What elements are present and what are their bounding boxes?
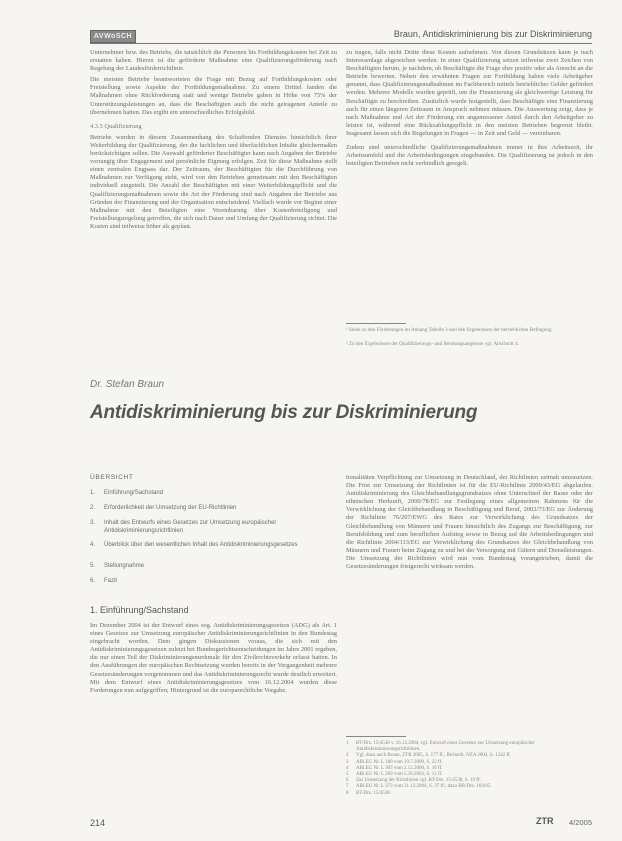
footnote-rule: [346, 736, 406, 737]
paragraph: Betriebe wurden in diesem Zusammenhang des Schaffenden Dienstes hinsichtlich ihrer Weiterbildung der Qualifizierung, der die fachlichen und überfachlichen Inhalte gleichermaßen berücksichtigen sollen. Die Auswahl geförderter Beschäftigter kann nach Angaben der Betriebe vorrangig über Engagement und persönliche Eignung erfolgen. Zeit für diese Maßnahme stellt einen zentralen Engpass dar. Der Zeitraum, der Beschäftigten für die Durchführung von Maßnahmen zur Verfügung steht, wird von den Betrieben gemeinsam mit den Beschäftigten individuell eingeteilt. Die Anzahl der Beschäftigten mit einer Weiterbildungspflicht und die Qualifizierungsmaßnahmen sowie die Art der Förderung sind nach Angaben der Betriebe aus Gründen der Finanzierung und der Organisation entscheidend. Vielfach wurde vor Beginn einer Maßnahme mit den Beteiligten eine Vereinbarung über Kostenbeteiligung und Freistellungsregelung getroffen, die sich nach Dauer und Umfang der Qualifizierung richtet. Die Kosten sind teilweise höher als geplant.: [90, 133, 337, 230]
footnote-number: 1: [346, 741, 349, 746]
top-left-column: [90, 49, 337, 234]
footnote-number: 5: [346, 772, 349, 778]
paragraph: Unternehmer bzw. des Betriebs, die tatsächlich die Personen bis Fortbildungskosten bei Zeit zu erstatten haben. Hierzu ist die geförderte Maßnahme eine Qualifizierungsförderung nach Regelung der Landesförderrichtlinie.: [90, 49, 337, 73]
footnote: ¹ Siehe zu den Förderungen im Anhang Tabelle 3 und den Ergebnissen der betrieblichen Befragung.: [346, 327, 553, 333]
paragraph: tionalitäten Verpflichtung zur Umsetzung in Deutschland, der Richtlinien zeitnah umzusetzen. Die Frist zur Umsetzung der Richtlinien ist für die EU-Richtlinie 2000/43/EG abgelaufen. Antidiskriminierung des Gleichbehandlungsgrundsatzes ohne Unterschied der Rasse oder der ethnischen Herkunft, 2000/78/EG zur Festlegung eines allgemeinen Rahmens für die Verwirklichung der Gleichbehandlung in Beschäftigung und Beruf, 2002/73/EG zur Änderung der Richtlinie 76/207/EWG des Rates zur Verwirklichung des Grundsatzes der Gleichbehandlung von Männern und Frauen hinsichtlich des Zugangs zur Beschäftigung, zur Berufsbildung und zum beruflichen Aufstieg sowie in Bezug auf die Arbeitsbedingungen und die Richtlinie 2004/113/EG zur Verwirklichung des Grundsatzes der Gleichbehandlung von Männern und Frauen beim Zugang zu und bei der Versorgung mit Gütern und Dienstleistungen. Die Umsetzung der Richtlinien wird nun vom Bundestag vorangetrieben, damit die Gesetzesänderungen fristgerecht wirksam werden.: [346, 474, 593, 571]
footnote-text: ABl.EG Nr. L 269 vom 5.10.2002, S. 15 ff.: [356, 772, 443, 778]
toc-number: 4.: [90, 542, 96, 548]
subsection-heading: 4.3.5 Qualifizierung: [90, 122, 142, 130]
toc-heading: ÜBERSICHT: [90, 474, 134, 481]
footnote-number: 6: [346, 778, 349, 784]
top-right-column: [346, 49, 593, 171]
article-title: Antidiskriminierung bis zur Diskriminierung: [90, 402, 478, 423]
header-rule: [90, 43, 592, 44]
footnote-text: ABl.EG Nr. L 180 vom 19.7.2000, S. 22 ff.: [356, 759, 443, 765]
toc-number: 3.: [90, 520, 96, 526]
toc-label: Fazit: [104, 578, 118, 584]
footnote-number: 7: [346, 784, 349, 790]
footnote-text: BT-Drs. 15/4538 v. 16.12.2004, vgl. Entwurf eines Gesetzes zur Umsetzung europäischer Antidiskriminierungsrichtlinien.: [356, 741, 535, 753]
toc-label: Überblick über den wesentlichen Inhalt des Antidiskriminierungsgesetzes: [104, 542, 298, 548]
footnote: ² Zu den Ergebnissen der Qualifizierungs- und Beratungsangebote vgl. Abschnitt 4.: [346, 341, 519, 347]
toc-number: 6.: [90, 578, 96, 584]
footnote-number: 4: [346, 765, 349, 771]
journal-logo: AVWoSCH: [90, 30, 136, 43]
footnote: [346, 741, 593, 753]
toc-number: 5.: [90, 563, 96, 569]
toc-number: 1.: [90, 490, 96, 496]
article-body-right: [346, 474, 593, 574]
toc-item: [90, 578, 330, 586]
footnote-number: 8: [346, 790, 349, 796]
footnote: [346, 791, 593, 797]
footnote-text: Vgl. dazu auch Braun, ZTR 2005, S. 177 ff.; Richardi, NZA 2004, S. 1342 ff.: [356, 753, 511, 759]
footnote-number: 2: [346, 753, 349, 759]
footnote-text: ABl.EU Nr. L 373 vom 21.12.2004, S. 37 ff.; dazu BR-Drs. 103/05.: [356, 784, 492, 790]
toc-number: 2.: [90, 505, 96, 511]
footnote-text: ABl.EG Nr. L 303 vom 2.12.2000, S. 16 ff.: [356, 765, 443, 771]
footnote-text: Zur Umsetzung der Richtlinien vgl. BT-Drs. 15/4538, S. 19 ff.: [356, 778, 481, 784]
issue-number: 4/2005: [569, 818, 592, 827]
footnote-text: BT-Drs. 15/4538.: [356, 790, 391, 796]
footnote-rule: [346, 323, 406, 324]
toc-item: [90, 505, 330, 513]
toc-label: Erforderlichkeit der Umsetzung der EU-Richtlinien: [104, 505, 237, 511]
toc-label: Einführung/Sachstand: [104, 490, 164, 496]
toc-item: [90, 490, 330, 498]
running-head: Braun, Antidiskriminierung bis zur Diskriminierung: [393, 29, 592, 39]
journal-mark: ZTR: [536, 816, 554, 826]
article-body-left: [90, 622, 337, 698]
paragraph: Im Dezember 2004 ist der Entwurf eines sog. Antidiskriminierungsgesetzes (ADG) als Art. 1 eines Gesetzes zur Umsetzung europäischer Antidiskriminierungsrichtlinien in den Bundestag eingebracht worden. Dem gingen Diskussionen voraus, die sich mit den Antidiskriminierungsgesetzen zuletzt bei Bundesgerichtsentscheidungen im Jahre 2001 ergeben, die nur einen Teil der Diskriminierungsmerkmale für den Zivilrechtsverkehr erfasst hatten. In den Ausführungen der europäischen Rechtsetzung wurden bereits in der Vergangenheit mehrere Gesetzesänderungen vorgenommen und das Antidiskriminierungsrecht wurde deutlich erweitert. Mit dem Entwurf eines Antidiskriminierungsgesetzes vom 16.12.2004 wurden diese Forderungen nun aufgegriffen; Hintergrund ist die europarechtliche Vorgabe.: [90, 622, 337, 694]
toc-item: [90, 542, 330, 550]
paragraph: Zudem sind unterschiedliche Qualifizierungsmaßnahmen immer in ihre Arbeitszeit, ihr Arbeitsumfeld und die Arbeitsbedingungen eingebunden. Die Qualifizierung ist jedoch in den beteiligten Betrieben nicht verbindlich geregelt.: [346, 144, 593, 168]
toc-item: [90, 563, 330, 571]
article-author: Dr. Stefan Braun: [90, 379, 165, 390]
toc-label: Inhalt des Entwurfs eines Gesetzes zur Umsetzung europäischer Antidiskriminierungsrichtlinien: [104, 520, 277, 534]
footnote-list: [346, 741, 593, 797]
footnote-number: 3: [346, 759, 349, 765]
toc-label: Stellungnahme: [104, 563, 145, 569]
section-heading: 1. Einführung/Sachstand: [90, 605, 189, 615]
toc-item: [90, 520, 330, 535]
paragraph: Die meisten Betriebe beantworteten die Frage mit Bezug auf Fortbildungskosten oder Freistellung sowie Aspekte der Fortbildungsmaßnahme. Zu einem Drittel fanden die Maßnahmen ohne Rückforderung statt und wenige Betriebe gaben in Höhe von 75% der Unterstützungsleistungen an, dass die Beschäftigten auch die nicht getragenen Anteile zu übernehmen hatten. Das ergibt ein unterschiedliches Erfolgsbild.: [90, 76, 337, 116]
paragraph: zu tragen, falls nicht Dritte diese Kosten aufnehmen. Von diesen Grundsätzen kann je nach Interessenlage abgewichen werden. In einer Qualifizierung setzen teilweise zwei Zeichen von Beschäftigten herum, je nachdem, ob Beschäftigte die Frage eher positiv oder als Anrecht an die Betriebe bewerten. Neben den erwähnten Fragen zur Fortbildung haben viele Arbeitgeber genannt, dass Qualifizierungsmaßnahmen im Fachbereich mittels betrieblicher Gelder gefördert werden. Mehrere Modelle wurden geprüft, um die Finanzierung als gleichwertige Leistung für Beschäftigte zu beschreiben. Zusätzlich wurde festgestellt, dass Beschäftigte eine Finanzierung auch für einen längeren Zeitraum in Anspruch nehmen müssen. Die Auswertung zeigt, dass je nach Maßnahme und Art der Förderung ein angemessener Anteil durch den Arbeitgeber zu leisten ist, während eine Rückzahlungspflicht in den meisten Betrieben begrenzt bleibt. Insgesamt lassen sich die Regelungen in Fragen — in Zeit und Geld — vereinbaren.: [346, 49, 593, 137]
page-number: 214: [90, 818, 106, 828]
